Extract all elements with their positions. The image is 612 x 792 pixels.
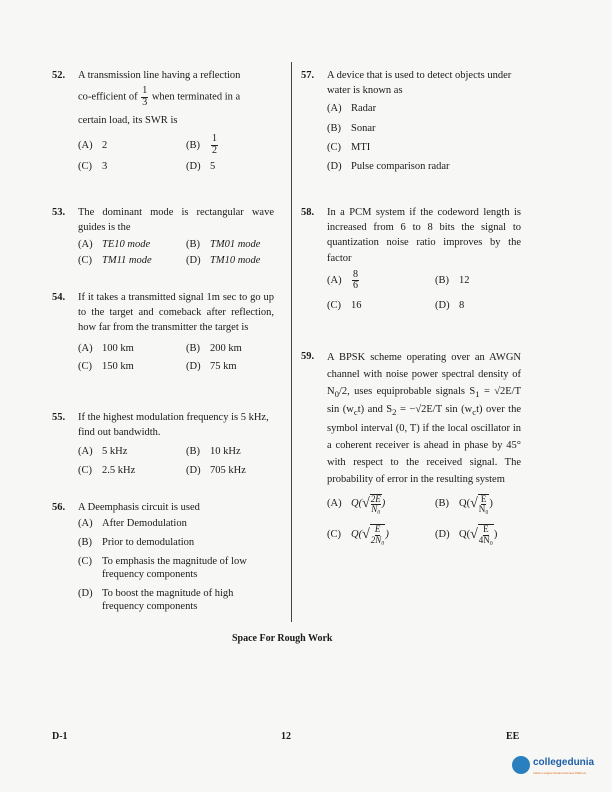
page-number: 12 — [281, 731, 291, 742]
options — [327, 102, 521, 174]
options — [78, 237, 274, 267]
option-c[interactable]: (C) To emphasis the magnitude of low frequency components — [78, 555, 247, 581]
option-a[interactable]: (A) 5 kHz — [78, 446, 128, 458]
options — [327, 270, 521, 313]
option-b[interactable]: (B) 10 kHz — [186, 446, 241, 458]
brand-name: collegedunia — [533, 757, 595, 768]
logo-icon — [512, 756, 530, 774]
option-c[interactable]: (C) TM11 mode — [78, 254, 152, 266]
column-divider — [291, 62, 292, 622]
question-55: 55. If the highest modulation frequency is 5 kHz, find out bandwidth. (A) 5 kHz (B) 10 kHz (C) 2.5 kHz (D) 705 kHz — [52, 410, 274, 478]
footer-code: D-1 — [52, 731, 68, 742]
option-b[interactable]: (B) Sonar — [327, 122, 376, 134]
question-54: 54. If it takes a transmitted signal 1m sec to go up to the target and comeback after reflection, how far from the transmitter the target is (A) 100 km (B) 200 km (C) 150 km (D) 75 km — [52, 290, 274, 374]
question-59: 59. A BPSK scheme operating over an AWGN channel with noise power spectral density of $N_0/2$, uses equiprobable signals $S_1 = √2E/T$ $\sin (w_ct)$ and $S_2 = -√2E/T$ $\sin (w_ct)$ over the symbol interval (0, T) if the local oscillator in a coherent receiver is ahead in phase by 45° with respect to the received signal. The probability of error in the resulting system (A) Q( √ 2E N₀ ) (B) Q( √ E N₀ ) (C) Q( √ E 2N₀ ) (D) Q( √ E 4N₀ ) — [301, 351, 522, 545]
option-b[interactable]: (B) TM01 mode — [186, 239, 261, 251]
option-b[interactable]: (B) 12 — [435, 275, 470, 287]
question-57: 57. A device that is used to detect objects under water is known as (A) Radar (B) Sonar (C) MTI (D) Pulse comparison radar — [301, 68, 521, 174]
option-d[interactable]: (D) 705 kHz — [186, 464, 246, 476]
option-b[interactable]: (B) $\frac{1}{2}$ — [186, 133, 217, 156]
options — [78, 444, 274, 477]
question-text: A device that is used to detect objects under water is known as — [327, 70, 512, 97]
options — [78, 517, 274, 614]
option-a[interactable]: (A) 2 — [78, 139, 108, 151]
option-c[interactable]: (C) 150 km — [78, 360, 134, 372]
option-a[interactable]: (A) $\frac{8}{6}$ — [327, 268, 358, 292]
option-c[interactable]: (C) MTI — [327, 141, 371, 153]
question-58: 58. In a PCM system if the codeword length is increased from 6 to 8 bits the signal to quantization noise ratio improves by the factor (A) $\frac{8}{6}$ (B) 12 (C) 16 (D) 8 — [301, 205, 521, 313]
option-c[interactable]: (C) 2.5 kHz — [78, 464, 136, 476]
question-text: A transmission line having a reflection — [78, 70, 241, 81]
option-a[interactable]: (A) Radar — [327, 103, 377, 115]
question-text: In a PCM system if the codeword length is increased from 6 to 8 bits the signal to quantization noise ratio improves by the factor — [327, 207, 521, 264]
option-d[interactable]: (D) TM10 mode — [186, 254, 261, 266]
question-52: 52. A transmission line having a reflection co-efficient of $\frac{1}{3}$ when terminated in a certain load, its SWR is (A) 2 (B) $\frac{1}{2}$ (C) 3 (D) 5 — [52, 68, 274, 175]
option-a[interactable]: (A) TE10 mode — [78, 239, 151, 251]
question-53: 53. The dominant mode is rectangular wave guides is the (A) TE10 mode (B) TM01 mode (C) TM11 mode (D) TM10 mode — [52, 205, 274, 268]
option-a[interactable]: (A) 100 km — [78, 342, 134, 354]
option-c[interactable]: (C) 16 — [327, 299, 362, 311]
formula: Q( √ E N₀ ) — [459, 493, 493, 514]
question-text: The dominant mode is rectangular wave guides is the — [78, 207, 274, 234]
options — [327, 494, 521, 546]
question-56: 56. A Deemphasis circuit is used (A) After Demodulation (B) Prior to demodulation (C) To emphasis the magnitude of low frequency components (D) To boost the magnitude of high frequency components — [52, 500, 274, 614]
option-c[interactable]: (C) 3 — [78, 161, 108, 173]
brand-tagline: India's Largest Student Review Platform — [533, 770, 587, 775]
footer-subject: EE — [506, 731, 520, 742]
brand-logo — [512, 755, 594, 775]
option-d[interactable]: (D) To boost the magnitude of high frequency components — [78, 587, 234, 613]
question-text: If it takes a transmitted signal 1m sec to go up to the target and comeback after reflection, how far from the transmitter the target is — [78, 292, 274, 334]
formula: Q( √ 2E N₀ ) — [351, 493, 386, 514]
option-d[interactable]: (D) 5 — [186, 161, 216, 173]
option-a[interactable]: (A) Q( √ 2E N₀ ) — [327, 493, 386, 514]
formula: Q( √ E 4N₀ ) — [459, 524, 498, 545]
fraction: $\frac{1}{3}$ — [142, 85, 148, 108]
option-d[interactable]: (D) Pulse comparison radar — [327, 160, 450, 172]
formula: Q( √ E 2N₀ ) — [351, 524, 389, 545]
option-d[interactable]: (D) 8 — [435, 299, 465, 311]
option-b[interactable]: (B) Prior to demodulation — [78, 536, 195, 548]
question-number: 52. — [52, 70, 66, 81]
option-d[interactable]: (D) Q( √ E 4N₀ ) — [435, 524, 498, 545]
option-d[interactable]: (D) 75 km — [186, 360, 237, 372]
options — [78, 341, 274, 374]
option-b[interactable]: (B) Q( √ E N₀ ) — [435, 493, 493, 514]
option-b[interactable]: (B) 200 km — [186, 342, 242, 354]
option-c[interactable]: (C) Q( √ E 2N₀ ) — [327, 524, 389, 545]
options — [78, 134, 274, 174]
question-text: A Deemphasis circuit is used — [78, 502, 200, 513]
rough-work-label: Space For Rough Work — [232, 633, 333, 644]
question-text: If the highest modulation frequency is 5 kHz, find out bandwidth. — [78, 412, 269, 439]
option-a[interactable]: (A) After Demodulation — [78, 518, 187, 530]
question-text: A BPSK scheme operating over an AWGN channel with noise power spectral density of $N_0/2$, uses equiprobable signals $S_1 = √2E/T$ $\sin (w_ct)$ and $S_2 = -√2E/T$ $\sin (w_ct)$ over the symbol interval (0, T) if the local oscillator in a coherent receiver is ahead in phase by 45° with respect to the received signal. The probability of error in the resulting system — [327, 352, 522, 485]
